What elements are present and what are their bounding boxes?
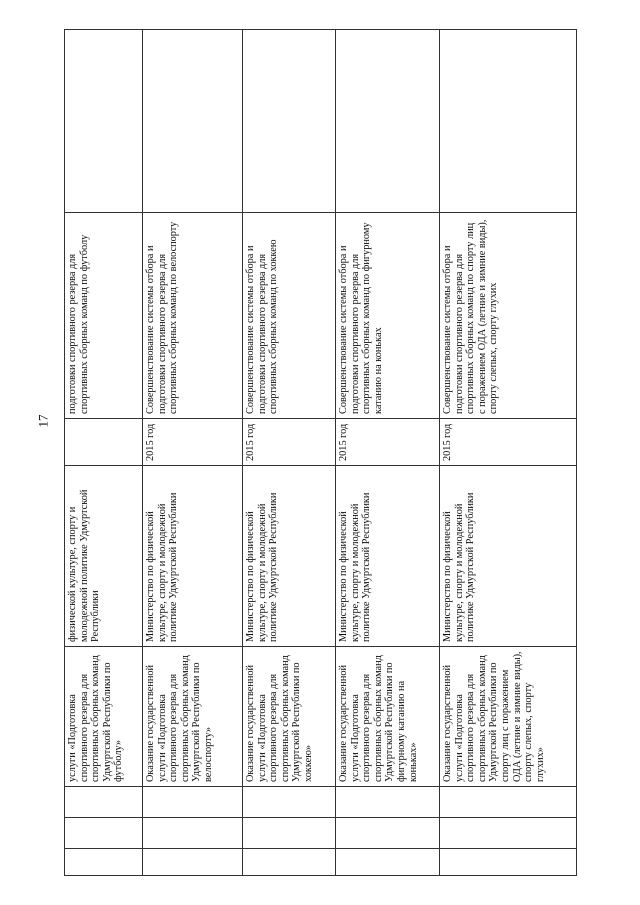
empty-cell xyxy=(336,30,440,213)
measure-cell: Совершенствование системы отбора и подготовки спортивного резерва для спортивных сборных команд по фигурному катанию на коньках xyxy=(336,213,440,419)
empty-cell xyxy=(440,30,577,213)
empty-cell xyxy=(65,787,143,818)
empty-cell xyxy=(336,818,440,849)
empty-cell xyxy=(243,818,336,849)
measure-cell: Совершенствование системы отбора и подготовки спортивного резерва для спортивных сборных команд по хоккею xyxy=(243,213,336,419)
empty-cell xyxy=(440,849,577,876)
page-number: 17 xyxy=(35,414,51,428)
year-cell: 2015 год xyxy=(336,419,440,466)
program-table xyxy=(64,29,577,876)
empty-cell xyxy=(440,787,577,818)
empty-cell xyxy=(65,30,143,213)
empty-cell xyxy=(143,849,243,876)
service-cell: Оказание государственной услуги «Подготовка спортивного резерва для спортивных сборных команд Удмуртской Республики по фигурному катанию на коньках» xyxy=(336,647,440,787)
measure-cell: подготовки спортивного резерва для спортивных сборных команд по футболу xyxy=(65,213,143,419)
executor-cell: Министерство по физической культуре, спорту и молодежной политике Удмуртской Республики xyxy=(143,466,243,647)
empty-cell xyxy=(336,787,440,818)
service-cell: услуги «Подготовка спортивного резерва для спортивных сборных команд Удмуртской Республики по футболу» xyxy=(65,647,143,787)
empty-cell xyxy=(243,30,336,213)
empty-cell xyxy=(243,849,336,876)
empty-cell xyxy=(65,818,143,849)
executor-cell: Министерство по физической культуре, спорту и молодежной политике Удмуртской Республики xyxy=(243,466,336,647)
empty-cell xyxy=(65,849,143,876)
executor-cell: Министерство по физической культуре, спорту и молодежной политике Удмуртской Республики xyxy=(440,466,577,647)
year-cell: 2015 год xyxy=(243,419,336,466)
measure-cell: Совершенствование системы отбора и подготовки спортивного резерва для спортивных сборных команд по велоспорту xyxy=(143,213,243,419)
empty-cell xyxy=(143,818,243,849)
measure-cell: Совершенствование системы отбора и подготовки спортивного резерва для спортивных сборных команд по спорту лиц с поражением ОДА (летние и зимние виды), спорту слепых, спорту глухих xyxy=(440,213,577,419)
table-row xyxy=(336,30,440,876)
service-cell: Оказание государственной услуги «Подготовка спортивного резерва для спортивных сборных команд Удмуртской Республики по хоккею» xyxy=(243,647,336,787)
table-row xyxy=(440,30,577,876)
table-row xyxy=(143,30,243,876)
empty-cell xyxy=(336,849,440,876)
empty-cell xyxy=(143,30,243,213)
rotated-table-container xyxy=(64,30,576,876)
empty-cell xyxy=(143,787,243,818)
service-cell: Оказание государственной услуги «Подготовка спортивного резерва для спортивных сборных команд Удмуртской Республики по спорту лиц с поражением ОДА (летние и зимние виды), спорту слепых, спорту глухих» xyxy=(440,647,577,787)
year-cell: 2015 год xyxy=(143,419,243,466)
empty-cell xyxy=(243,787,336,818)
executor-cell: Министерство по физической культуре, спорту и молодежной политике Удмуртской Республики xyxy=(336,466,440,647)
year-cell xyxy=(65,419,143,466)
empty-cell xyxy=(440,818,577,849)
table-row xyxy=(243,30,336,876)
year-cell: 2015 год xyxy=(440,419,577,466)
executor-cell: физической культуре, спорту и молодежной политике Удмуртской Республики xyxy=(65,466,143,647)
service-cell: Оказание государственной услуги «Подготовка спортивного резерва для спортивных сборных команд Удмуртской Республики по велоспорту» xyxy=(143,647,243,787)
table-row xyxy=(65,30,143,876)
